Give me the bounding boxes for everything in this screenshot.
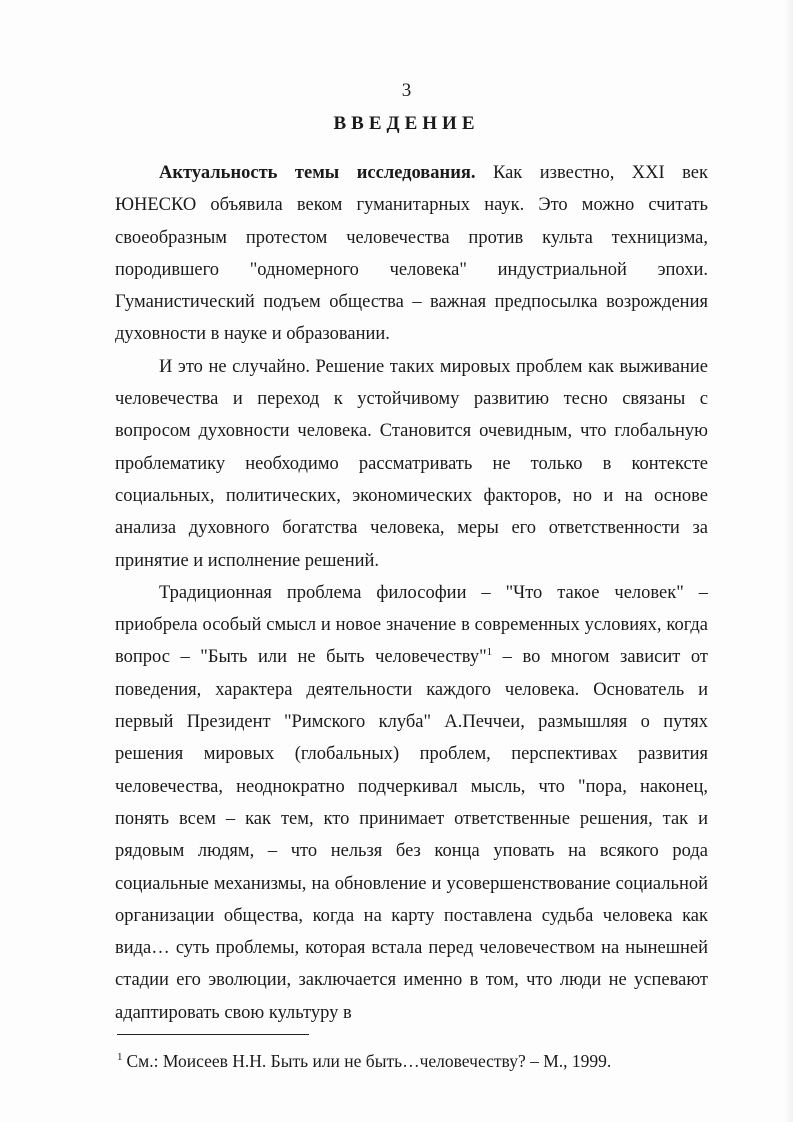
- paragraph-2: [115, 351, 708, 577]
- footnote-mark: 1: [117, 1051, 123, 1064]
- scan-edge-shadow: [783, 0, 793, 1122]
- footnote-reference[interactable]: 1: [486, 646, 493, 659]
- footnote: [117, 1050, 717, 1072]
- paragraph-1: [115, 157, 708, 351]
- section-heading: ВВЕДЕНИЕ: [333, 113, 480, 134]
- footnote-text: См.: Моисеев Н.Н. Быть или не быть…человечеству? – М., 1999.: [126, 1051, 612, 1071]
- paragraph-text: Как известно, XXI век ЮНЕСКО объявила веком гуманитарных наук. Это можно считать своеобразным протестом человечества против культа техницизма, породившего "одномерного человека" индустриальной эпохи. Гуманистический подъем общества – важная предпосылка возрождения духовности в науке и образовании.: [115, 163, 708, 345]
- paragraph-text: И это не случайно. Решение таких мировых проблем как выживание человечества и переход к устойчивому развитию тесно связаны с вопросом духовности человека. Становится очевидным, что глобальную проблематику необходимо рассматривать не только в контексте социальных, политических, экономических факторов, но и на основе анализа духовного богатства человека, меры его ответственности за принятие и исполнение решений.: [115, 356, 708, 571]
- footnote-divider: [117, 1034, 309, 1035]
- paragraph-text: – во многом зависит от поведения, характера деятельности каждого человека. Основатель и первый Президент "Римского клуба" А.Печчеи, размышляя о путях решения мировых (глобальных) проблем, перспективах развития человечества, неоднократно подчеркивал мысль, что "пора, наконец, понять всем – как тем, кто принимает ответственные решения, так и рядовым людям, – что нельзя без конца уповать на всякого рода социальные механизмы, на обновление и усовершенствование социальной организации общества, когда на карту поставлена судьба человека как вида… суть проблемы, которая встала перед человечеством на нынешней стадии его эволюции, заключается именно в том, что люди не успевают адаптировать свою культуру в: [115, 647, 709, 1023]
- body-text: [115, 157, 708, 1029]
- paragraph-3: [115, 577, 708, 1029]
- page-number: 3: [401, 80, 412, 101]
- paragraph-lead: Актуальность темы исследования.: [159, 163, 476, 183]
- paragraph-text: Традиционная проблема философии – "Что такое человек" – приобрела особый смысл и новое значение в современных условиях, когда вопрос – "Быть или не быть человечеству": [115, 582, 708, 668]
